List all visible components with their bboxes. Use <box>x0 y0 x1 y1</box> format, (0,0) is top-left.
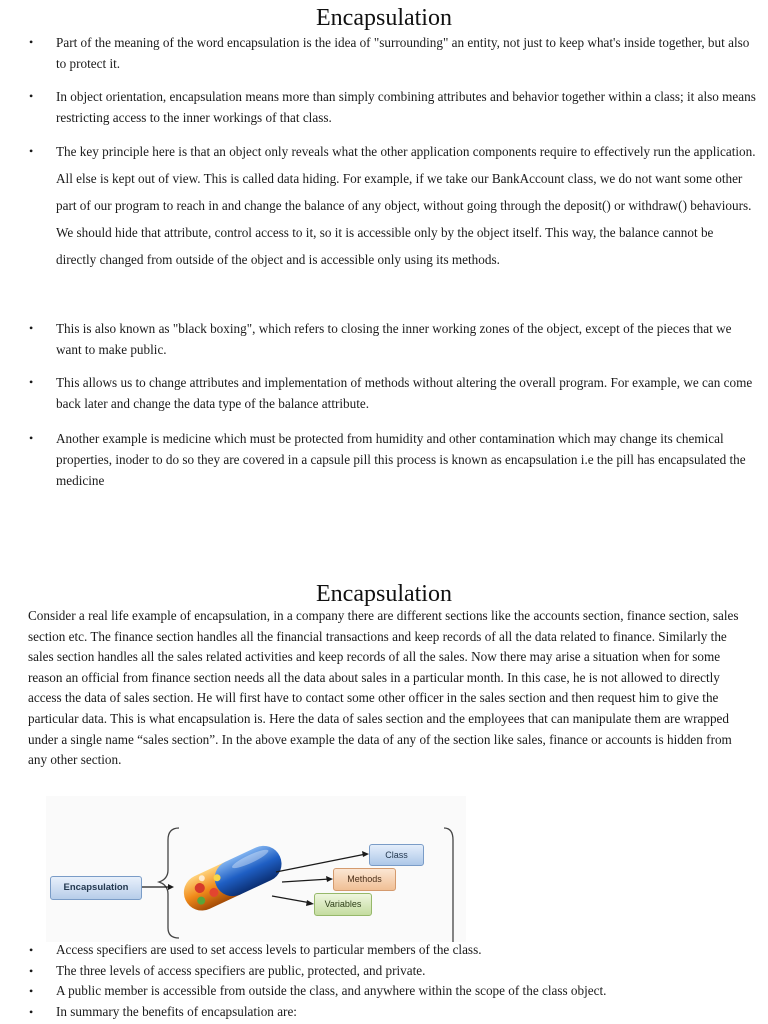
arrow-methods <box>282 879 330 882</box>
bullet-list-2 <box>0 940 768 1022</box>
variables-label-box: Variables <box>314 893 372 916</box>
list-item <box>0 1002 768 1023</box>
bullet-icon: • <box>29 984 34 998</box>
list-item <box>0 981 768 1002</box>
list-item <box>0 940 768 961</box>
encapsulation-diagram <box>46 796 466 942</box>
bullet-icon: • <box>29 375 34 389</box>
list-item <box>0 961 768 982</box>
right-bracket <box>444 828 453 942</box>
page-title-2: Encapsulation <box>316 581 452 607</box>
page-title-1: Encapsulation <box>316 5 452 31</box>
list-item-text: A public member is accessible from outside the class, and anywhere within the scope of the class object. <box>56 983 607 998</box>
bullet-icon: • <box>29 35 34 49</box>
list-item-text: The three levels of access specifiers are public, protected, and private. <box>56 962 426 978</box>
list-item-text: Access specifiers are used to set access levels to particular members of the class. <box>56 942 482 957</box>
capsule-pill-icon <box>178 840 287 917</box>
diagram-drawing <box>46 796 466 942</box>
bullet-icon: • <box>29 321 34 335</box>
list-item-text: In summary the benefits of encapsulation are: <box>56 1003 297 1019</box>
list-item-text: Another example is medicine which must be protected from humidity and other contamination which may change its chemical properties, inoder to do so they are covered in a capsule pill this process is known as encapsulation i.e the pill has encapsulated the medicine <box>56 431 746 488</box>
arrowhead <box>168 884 174 890</box>
body-paragraph: Consider a real life example of encapsulation, in a company there are different sections like the accounts section, finance section, sales section etc. The finance section handles all the financial transactions and keep records of all the data related to finance. Similarly the sales section handles all the sales related activities and keep records of all the sales. Now there may arise a situation when for some reason an official from finance section needs all the data about sales in a particular month. In this case, he is not allowed to directly access the data of sales section. He will first have to contact some other officer in the sales section and then request him to give the particular data. This is what encapsulation is. Here the data of sales section and the employees that can manipulate them are wrapped under a single name “sales section”. In the above example the data of any of the section like sales, finance or accounts is hidden from any other section. <box>28 608 739 768</box>
bullet-icon: • <box>29 144 34 158</box>
methods-label-box: Methods <box>333 868 396 891</box>
list-item-text: This is also known as "black boxing", which refers to closing the inner working zones of the object, except of the pieces that we want to make public. <box>56 321 732 357</box>
list-item-text: This allows us to change attributes and implementation of methods without altering the overall program. For example, we can come back later and change the data type of the balance attribute. <box>56 375 753 411</box>
bullet-icon: • <box>29 89 34 103</box>
bullet-icon: • <box>29 943 34 957</box>
bullet-icon: • <box>29 431 34 445</box>
class-label-box: Class <box>369 844 424 866</box>
left-brace <box>159 828 179 938</box>
list-item-text: The key principle here is that an object only reveals what the other application components require to effectively run the application. All else is kept out of view. This is called data hiding. For example, if we take our BankAccount class, we do not want some other part of our program to reach in and change the balance of any object, without going through the deposit() or withdraw() behaviours. We should hide that attribute, control access to it, so it is accessible only by the object itself. This way, the balance cannot be directly changed from outside of the object and is accessible only using its methods. <box>56 144 756 267</box>
bullet-icon: • <box>29 1004 34 1019</box>
list-item-text: In object orientation, encapsulation means more than simply combining attributes and behavior together within a class; it also means restricting access to the inner workings of that class. <box>56 89 756 125</box>
bullet-icon: • <box>29 963 34 978</box>
list-item-text: Part of the meaning of the word encapsulation is the idea of "surrounding" an entity, not just to keep what's inside together, but also to protect it. <box>56 35 750 71</box>
arrow-variables <box>272 896 311 903</box>
encapsulation-label-box: Encapsulation <box>50 876 142 900</box>
